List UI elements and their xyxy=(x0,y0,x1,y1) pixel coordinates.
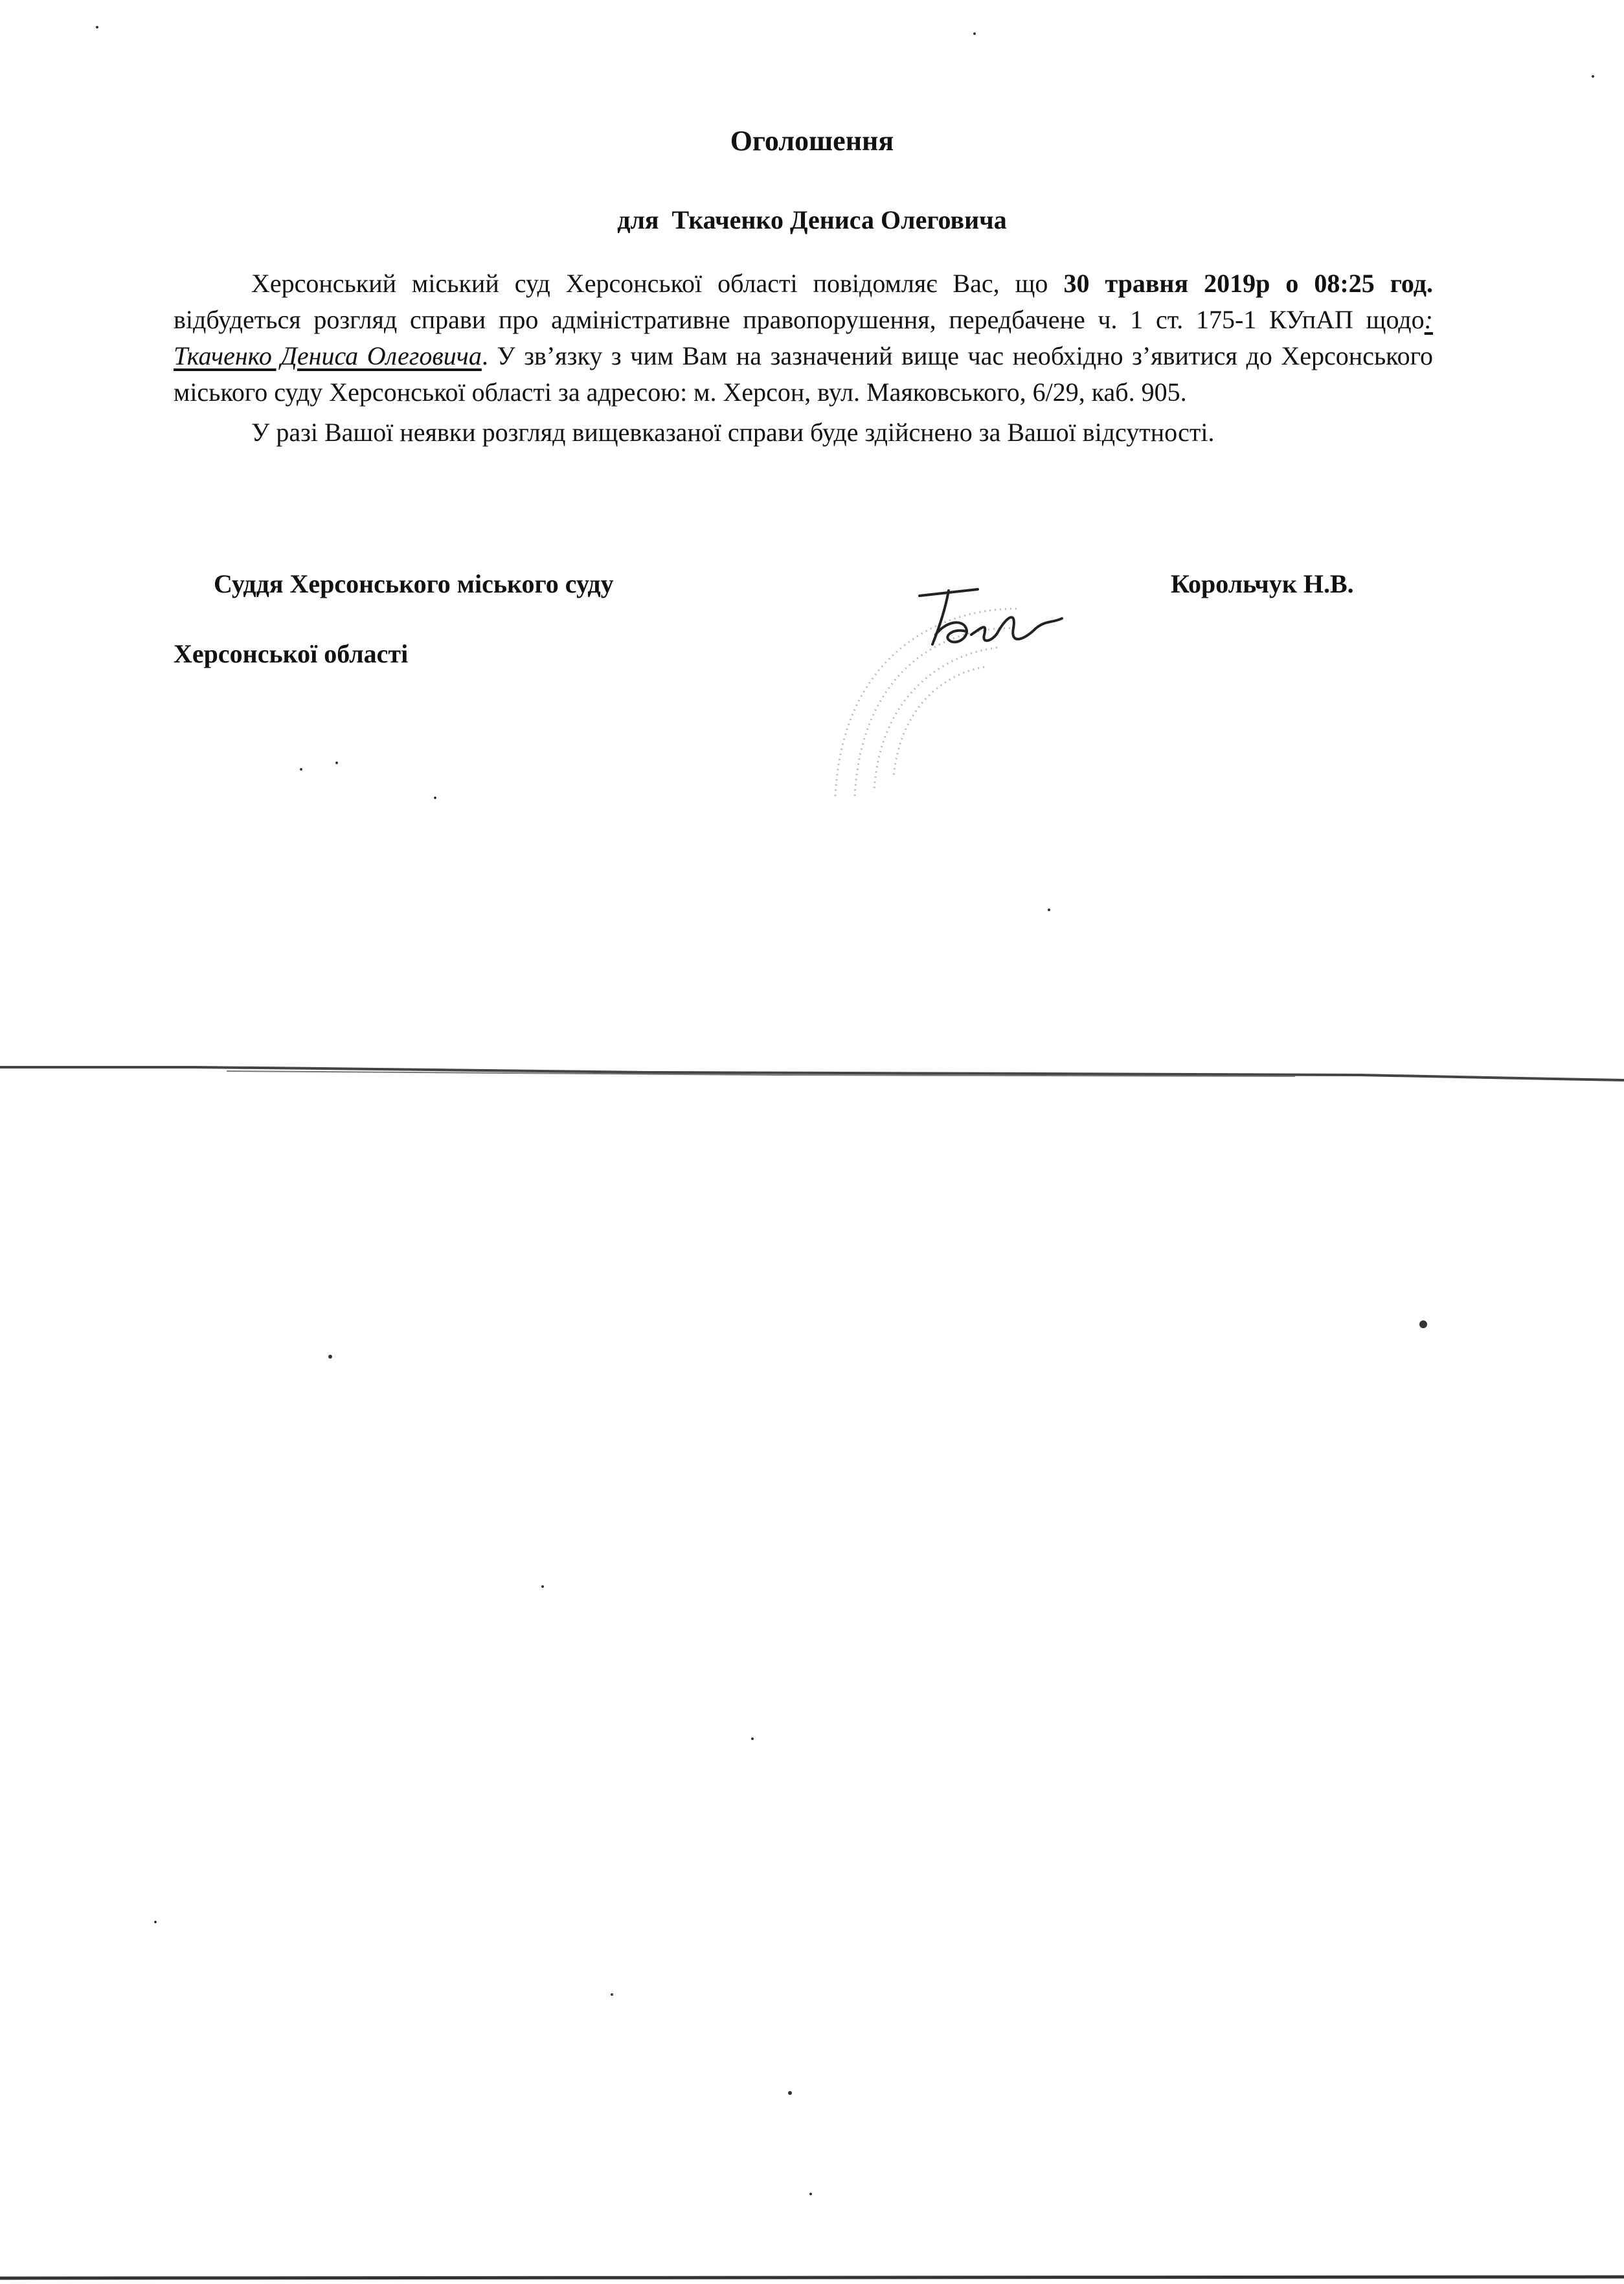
scan-fold-line xyxy=(0,1062,1624,1088)
stamp-and-signature xyxy=(822,583,1094,842)
judge-name: Корольчук Н.В. xyxy=(1171,569,1354,598)
absence-paragraph: У разі Вашої неявки розгляд вищевказаної справи буде здійснено за Вашої відсутності. xyxy=(251,418,1215,447)
document-title: Оголошення xyxy=(730,125,894,157)
notice-text-part1: Херсонський міський суд Херсонської області повідомляє Вас, що xyxy=(251,269,1064,298)
defendant-name: : Ткаченко Дениса Олеговича xyxy=(174,305,1433,370)
hearing-datetime: 30 травня 2019р о 08:25 год. xyxy=(1063,269,1433,298)
judge-region: Херсонської області xyxy=(174,639,409,668)
faded-stamp xyxy=(835,609,1017,797)
notice-paragraph xyxy=(174,266,1433,411)
signature-icon xyxy=(919,589,1062,644)
notice-text-part3: . У зв’язку з чим Вам на зазначений вище час необхідно з’явитися до Херсонського міського суду Херсонської області за адресою: м. Херсон, вул. Маяковського, 6/29, каб. 905. xyxy=(174,341,1433,407)
document-body xyxy=(174,266,1433,451)
judge-title: Суддя Херсонського міського суду xyxy=(214,569,614,598)
notice-text-part2: відбудеться розгляд справи про адміністративне правопорушення, передбачене ч. 1 ст. 175-1 КУпАП щодо xyxy=(174,305,1425,334)
scan-bottom-edge xyxy=(0,2267,1624,2284)
document-subtitle: для Ткаченко Дениса Олеговича xyxy=(617,205,1007,234)
